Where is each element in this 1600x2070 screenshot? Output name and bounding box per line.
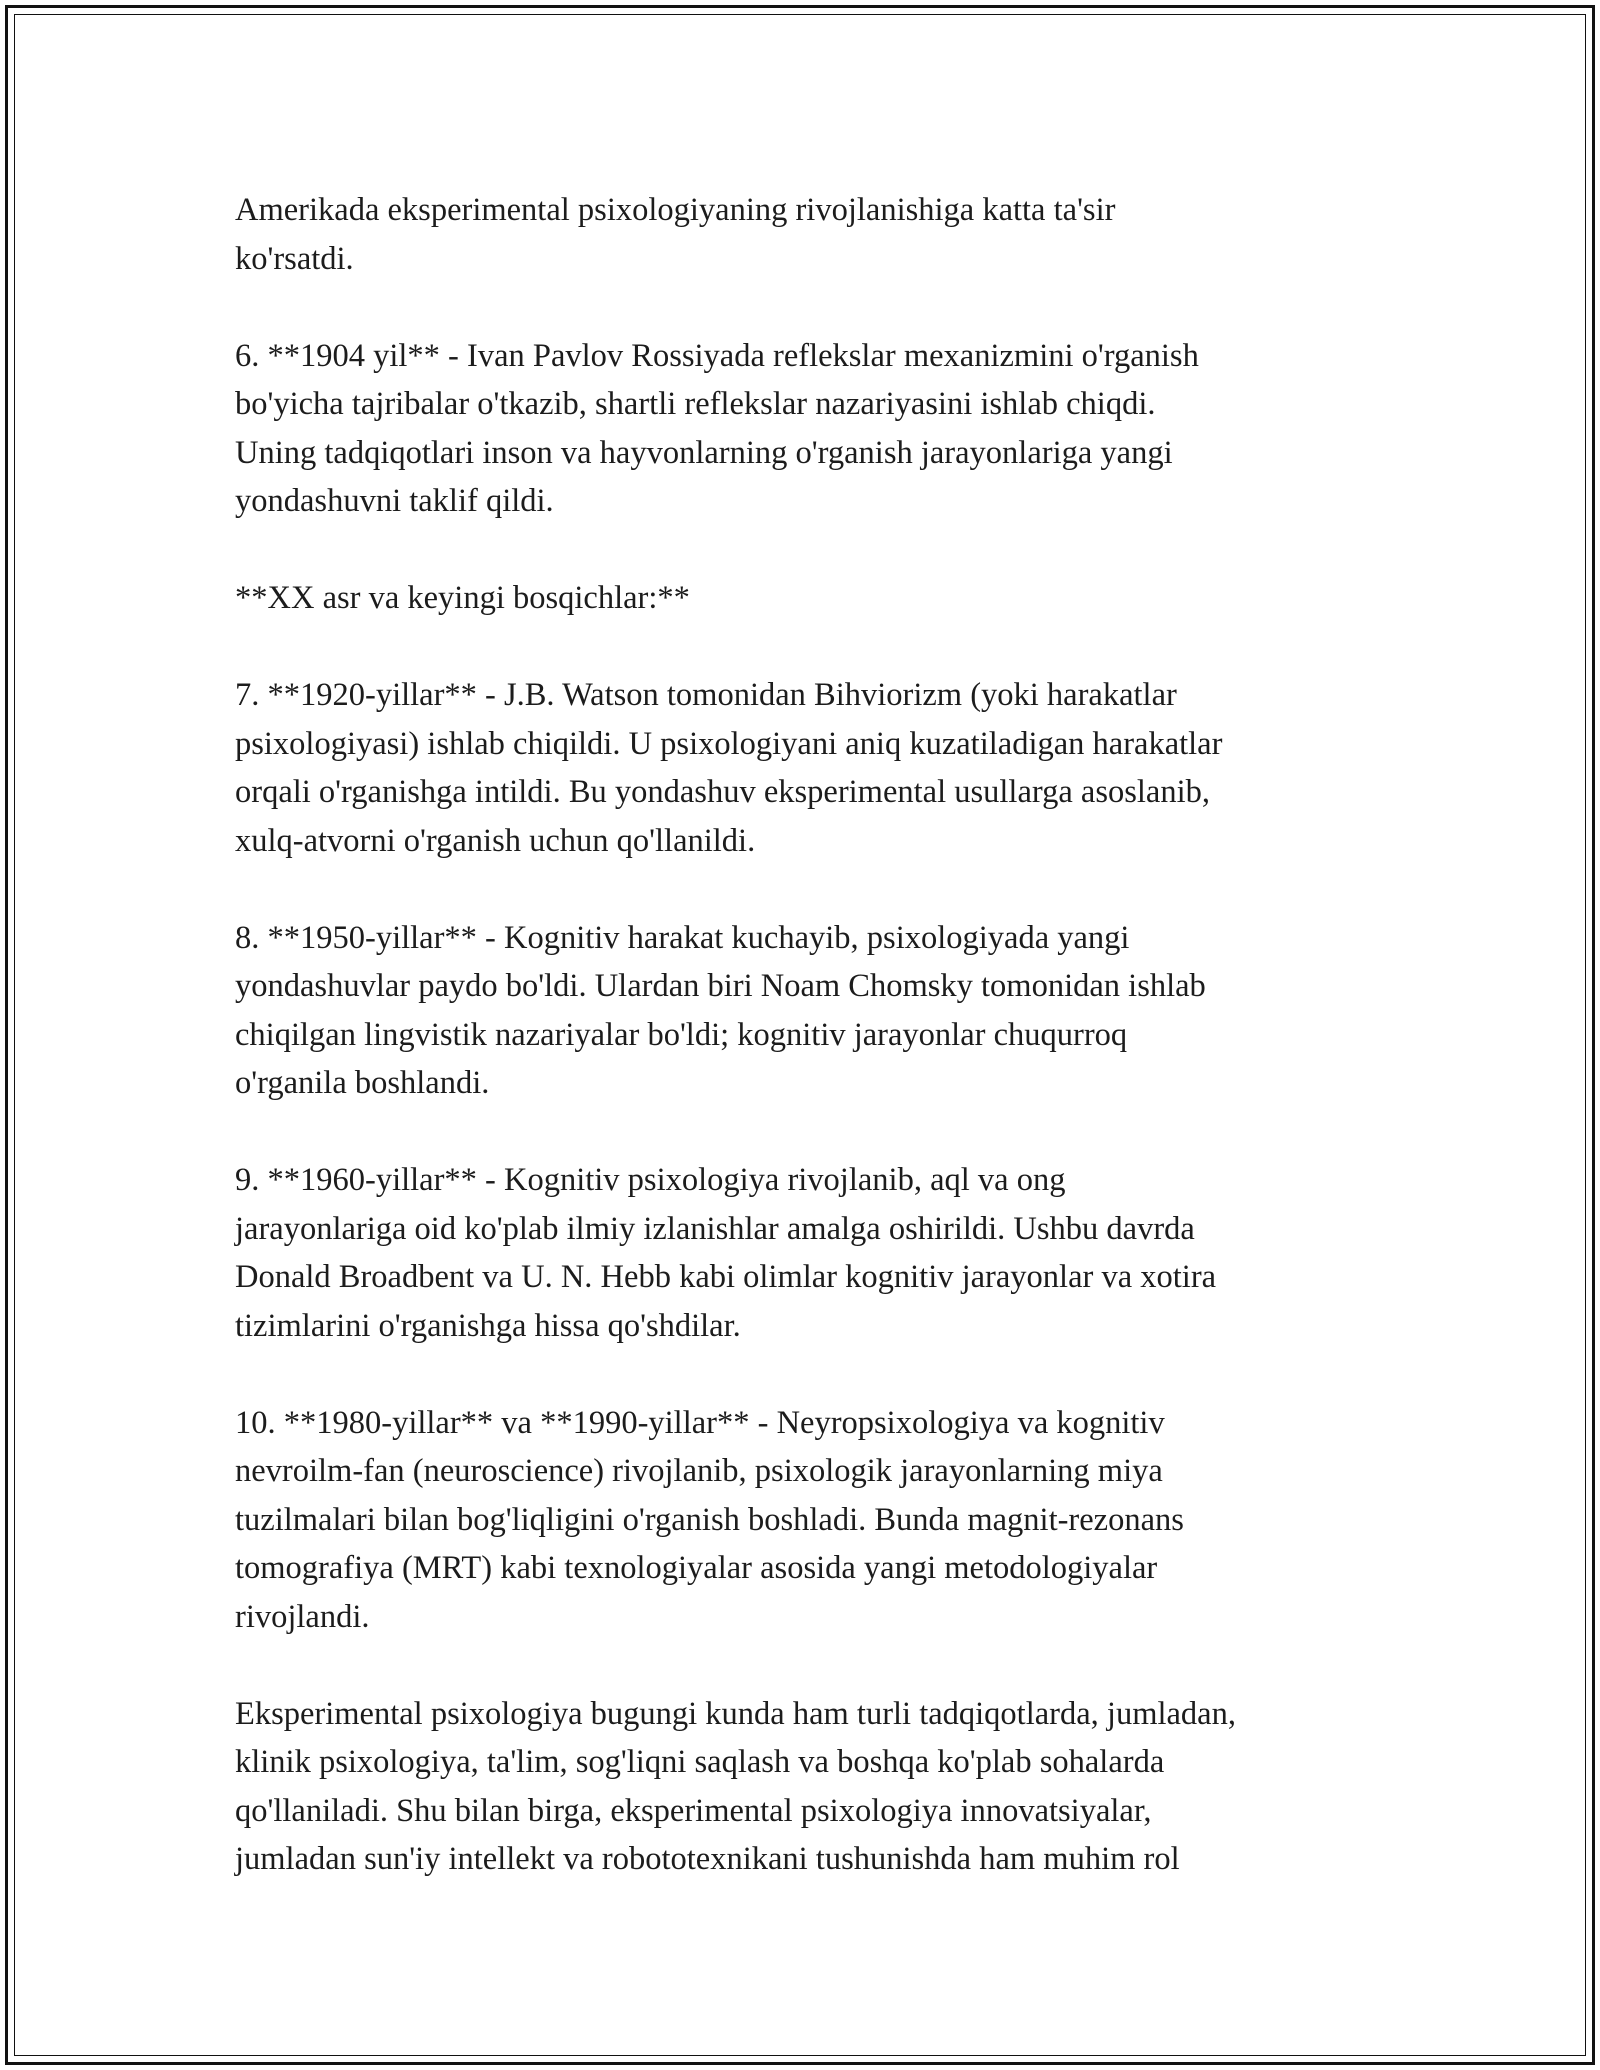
text-line: tomografiya (MRT) kabi texnologiyalar asosida yangi metodologiyalar [235, 1550, 1158, 1586]
list-item-10 [235, 1399, 1395, 1642]
text-line: Amerikada eksperimental psixologiyaning rivojlanishiga katta ta'sir [235, 192, 1116, 228]
text-line: jarayonlariga oid ko'plab ilmiy izlanishlar amalga oshirildi. Ushbu davrda [235, 1210, 1195, 1247]
text-line: 8. **1950-yillar** - Kognitiv harakat kuchayib, psixologiyada yangi [235, 919, 1130, 956]
closing-paragraph [235, 1690, 1395, 1884]
text-line: **XX asr va keyingi bosqichlar:** [235, 580, 690, 616]
text-line: tizimlarini o'rganishga hissa qo'shdilar. [235, 1307, 741, 1344]
text-line: nevroilm-fan (neuroscience) rivojlanib, psixologik jarayonlarning miya [235, 1453, 1163, 1489]
text-line: jumladan sun'iy intellekt va robototexnikani tushunishda ham muhim rol [235, 1841, 1180, 1877]
text-line: 6. **1904 yil** - Ivan Pavlov Rossiyada reflekslar mexanizmini o'rganish [235, 337, 1199, 374]
paragraph-continuation [235, 186, 1395, 283]
text-line: Uning tadqiqotlari inson va hayvonlarning o'rganish jarayonlariga yangi [235, 434, 1173, 471]
text-line: psixologiyasi) ishlab chiqildi. U psixologiyani aniq kuzatiladigan harakatlar [235, 725, 1223, 762]
text-line: xulq-atvorni o'rganish uchun qo'llanildi. [235, 822, 756, 859]
text-line: yondashuvni taklif qildi. [235, 483, 554, 519]
text-line: ko'rsatdi. [235, 240, 354, 277]
list-item-7 [235, 671, 1395, 865]
section-heading [235, 574, 1395, 623]
text-line: klinik psixologiya, ta'lim, sog'liqni saqlash va boshqa ko'plab sohalarda [235, 1744, 1165, 1780]
text-line: orqali o'rganishga intildi. Bu yondashuv eksperimental usullarga asoslanib, [235, 774, 1210, 810]
document-body [235, 186, 1395, 1932]
text-line: tuzilmalari bilan bog'liqligini o'rganish boshladi. Bunda magnit-rezonans [235, 1501, 1184, 1538]
list-item-8 [235, 914, 1395, 1108]
list-item-9 [235, 1156, 1395, 1350]
text-line: o'rganila boshlandi. [235, 1065, 490, 1101]
text-line: rivojlandi. [235, 1598, 370, 1635]
text-line: 10. **1980-yillar** va **1990-yillar** - Neyropsixologiya va kognitiv [235, 1404, 1165, 1441]
text-line: yondashuvlar paydo bo'ldi. Ulardan biri Noam Chomsky tomonidan ishlab [235, 968, 1206, 1004]
text-line: 9. **1960-yillar** - Kognitiv psixologiya rivojlanib, aql va ong [235, 1162, 1066, 1198]
text-line: 7. **1920-yillar** - J.B. Watson tomonidan Bihviorizm (yoki harakatlar [235, 677, 1177, 713]
text-line: chiqilgan lingvistik nazariyalar bo'ldi; kognitiv jarayonlar chuqurroq [235, 1016, 1128, 1053]
text-line: Donald Broadbent va U. N. Hebb kabi olimlar kognitiv jarayonlar va xotira [235, 1259, 1217, 1295]
text-line: bo'yicha tajribalar o'tkazib, shartli reflekslar nazariyasini ishlab chiqdi. [235, 386, 1156, 422]
text-line: Eksperimental psixologiya bugungi kunda ham turli tadqiqotlarda, jumladan, [235, 1695, 1236, 1732]
list-item-6 [235, 332, 1395, 526]
text-line: qo'llaniladi. Shu bilan birga, eksperimental psixologiya innovatsiyalar, [235, 1792, 1152, 1829]
